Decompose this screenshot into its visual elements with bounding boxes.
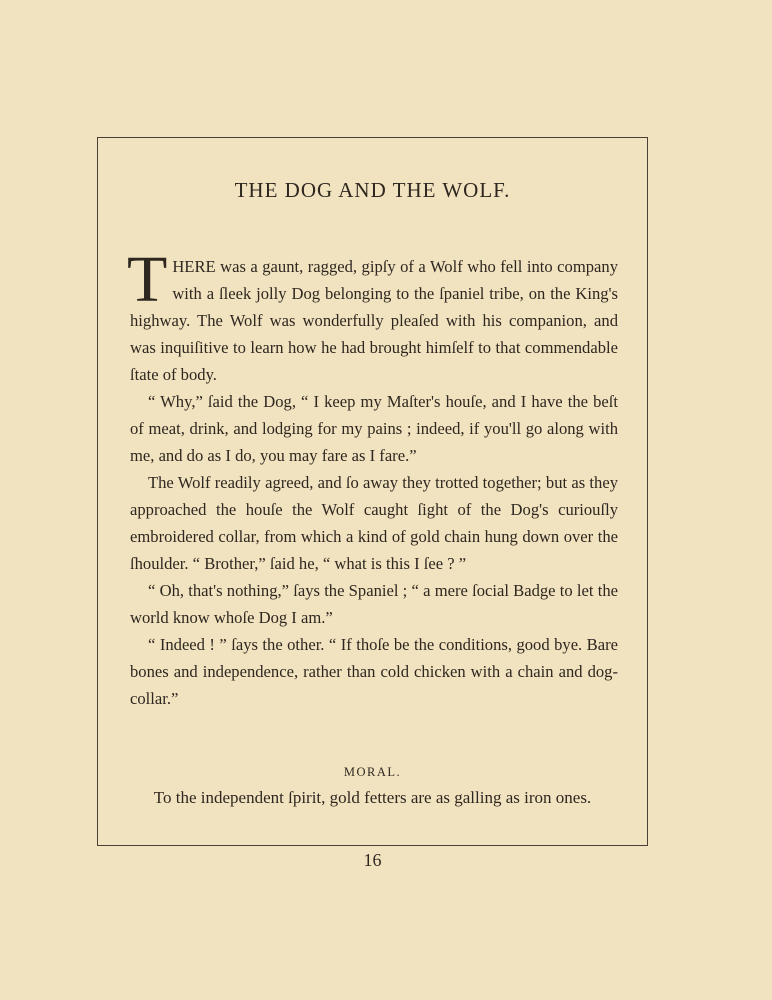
fable-body	[127, 243, 618, 712]
page-title: THE DOG AND THE WOLF.	[234, 178, 511, 202]
paragraph-5: “ Indeed ! ” ſays the other. “ If thoſe be the conditions, good bye. Bare bones and independence, rather than cold chicken with a chain and dog-collar.”	[130, 635, 618, 708]
drop-cap: T	[127, 243, 168, 316]
paragraph-2: “ Why,” ſaid the Dog, “ I keep my Maſter's houſe, and I have the beſt of meat, drink, and lodging for my pains ; indeed, if you'll go along with me, and do as I do, you may fare as I fare.”	[130, 392, 618, 465]
paragraph-3: The Wolf readily agreed, and ſo away they trotted together; but as they approached the houſe the Wolf caught ſight of the Dog's curiouſly embroidered collar, from which a kind of gold chain hung down over the ſhoulder. “ Brother,” ſaid he, “ what is this I ſee ? ”	[130, 473, 618, 573]
paragraph-1-text: HERE was a gaunt, ragged, gipſy of a Wolf who fell into company with a ſleek jolly Dog belonging to the ſpaniel tribe, on the King's highway. The Wolf was wonderfully pleaſed with his companion, and was inquiſitive to learn how he had brought himſelf to that commendable ſtate of body.	[130, 257, 618, 384]
paragraph-4: “ Oh, that's nothing,” ſays the Spaniel ; “ a mere ſocial Badge to let the world know whoſe Dog I am.”	[130, 581, 618, 627]
moral-text: To the independent ſpirit, gold fetters are as galling as iron ones.	[153, 788, 592, 807]
moral-heading: MORAL.	[343, 765, 402, 779]
paragraph-1	[127, 243, 618, 388]
page-number: 16	[363, 850, 382, 870]
